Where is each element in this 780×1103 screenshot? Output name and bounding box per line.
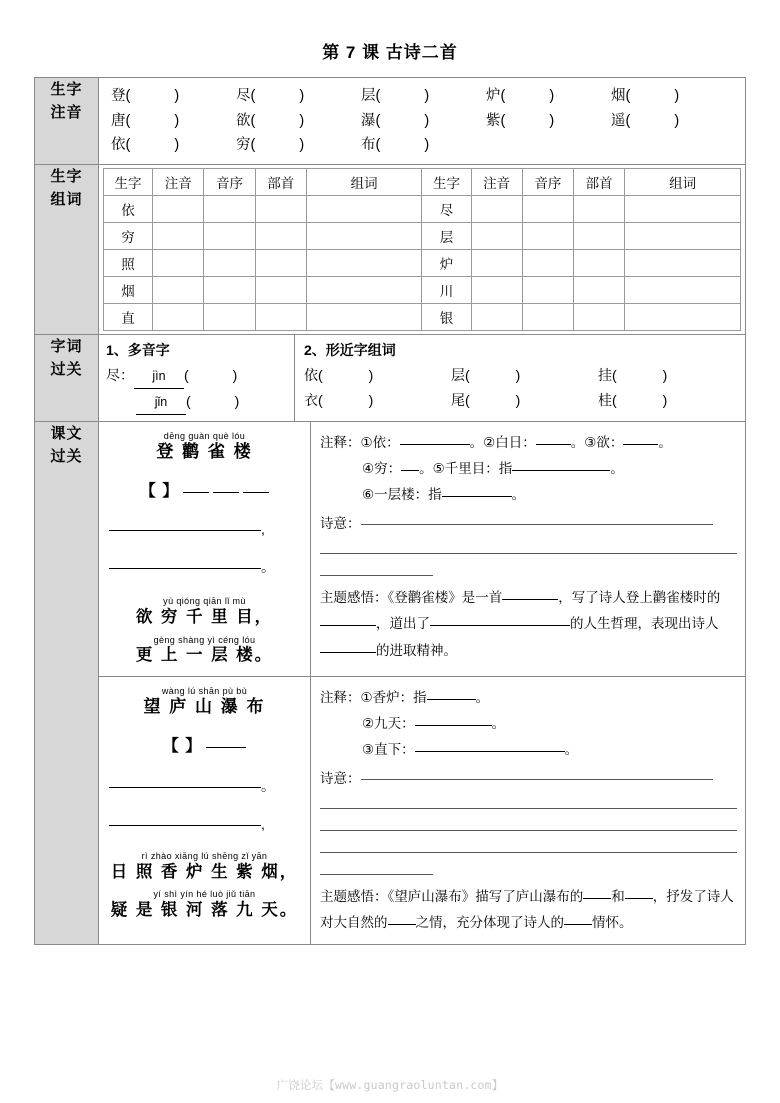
verse-pinyin: yù qióng qiān lǐ mù <box>163 596 246 607</box>
zuci-header-cell: 音序 <box>522 168 573 195</box>
duoyinzi-char: 尽： <box>106 366 134 383</box>
bracket-marks: 【 】 <box>162 738 203 756</box>
poem-cell-1 <box>99 421 746 676</box>
zuci-blank-cell[interactable] <box>625 222 741 249</box>
fill-blank[interactable] <box>427 699 476 700</box>
poem-wrap-1 <box>99 422 745 676</box>
poem-exercises-2 <box>311 677 745 945</box>
poem-author-bracket[interactable] <box>105 733 304 756</box>
zuci-char-cell: 层 <box>422 222 471 249</box>
author-blank[interactable] <box>183 492 209 493</box>
meaning-blank[interactable] <box>320 874 433 875</box>
poem-notes <box>320 430 737 509</box>
fill-blank[interactable] <box>400 444 470 445</box>
fill-blank[interactable] <box>415 751 565 752</box>
xingjinzi-char: 衣 <box>304 392 318 409</box>
poem-title <box>144 687 266 718</box>
poem-meaning-label: 诗意： <box>320 515 361 531</box>
section-label-kewen-line2: 过关 <box>50 448 83 465</box>
section-label-zhuyin-line1: 生字 <box>50 81 83 98</box>
zuci-header-cell: 组词 <box>625 168 741 195</box>
meaning-blank[interactable] <box>361 524 713 525</box>
poem-verse <box>111 852 299 882</box>
zhuyin-item: 尽( ) <box>236 88 305 104</box>
zuci-char-cell: 照 <box>104 249 153 276</box>
poem-meaning-label: 诗意： <box>320 770 361 786</box>
zuci-blank-cell[interactable] <box>522 303 573 330</box>
zuci-row <box>104 249 741 276</box>
zuci-blank-cell[interactable] <box>574 303 625 330</box>
section-label-zici <box>35 334 99 421</box>
zuci-char-cell: 依 <box>104 195 153 222</box>
verse-write-blank[interactable] <box>109 568 261 569</box>
zuci-blank-cell[interactable] <box>204 222 255 249</box>
section-label-zici-line1: 字词 <box>50 337 83 355</box>
zuci-header-cell: 生字 <box>422 168 471 195</box>
verse-pinyin: rì zhào xiāng lú shēng zǐ yān <box>141 851 268 862</box>
zuci-table-holder <box>99 165 745 334</box>
verse-punctuation: , <box>261 521 265 538</box>
zuci-header-cell: 音序 <box>204 168 255 195</box>
xingjinzi-char: 依 <box>304 366 318 383</box>
xingjinzi-row <box>304 363 745 389</box>
zhuyin-row <box>99 133 745 158</box>
meaning-blank[interactable] <box>320 852 737 853</box>
poem-exercises-1 <box>311 422 745 676</box>
xingjinzi-lines <box>304 363 745 415</box>
zuci-blank-cell[interactable] <box>153 249 204 276</box>
zuci-blank-cell[interactable] <box>255 303 306 330</box>
poem-theme: 主题感悟：《望庐山瀑布》描写了庐山瀑布的 和 ，抒发了诗人对大自然的 之情，充分体现了诗人的 情怀。 <box>320 888 734 930</box>
zuci-blank-cell[interactable] <box>204 195 255 222</box>
verse-pinyin: yí shì yín hé luò jiǔ tiān <box>153 889 256 900</box>
poem-text-1 <box>99 422 311 676</box>
poem-verse <box>136 636 273 666</box>
verse-hanzi: 疑 是 银 河 落 九 天。 <box>110 900 299 919</box>
verse-hanzi: 欲 穷 千 里 目， <box>135 607 274 626</box>
fill-blank[interactable] <box>623 444 658 445</box>
meaning-blank[interactable] <box>320 808 737 809</box>
poem-note-line: 注释：①依： 。②白日： 。③欲： 。 <box>320 434 672 450</box>
xingjinzi-char: 尾 <box>451 392 465 409</box>
meaning-blank[interactable] <box>361 779 713 780</box>
section-label-kewen <box>35 421 99 945</box>
zuci-blank-cell[interactable] <box>255 222 306 249</box>
watermark-site-name: 广饶论坛 <box>276 1080 324 1092</box>
poem-cell-2 <box>99 676 746 945</box>
duoyinzi-heading: 1、多音字 <box>106 341 170 358</box>
section-label-zuci-line1: 生字 <box>50 167 83 185</box>
zuci-blank-cell[interactable] <box>625 276 741 303</box>
meaning-blank[interactable] <box>320 830 737 831</box>
fill-blank[interactable] <box>625 898 653 899</box>
poem-wrap-2 <box>99 677 745 945</box>
xingjinzi-item: 层( ) <box>451 366 521 383</box>
duoyinzi-block <box>99 335 295 421</box>
zuci-blank-cell[interactable] <box>625 249 741 276</box>
zuci-row <box>104 222 741 249</box>
zhuyin-item: 瀑( ) <box>361 112 430 129</box>
zhuyin-row <box>99 109 745 134</box>
poem-note-line: ②九天： 。 <box>362 715 506 731</box>
duoyinzi-lines <box>106 363 294 415</box>
author-blank[interactable] <box>243 492 269 493</box>
author-blank[interactable] <box>206 747 246 748</box>
zuci-blank-cell[interactable] <box>522 195 573 222</box>
verse-write-blank[interactable] <box>109 787 261 788</box>
verse-write-blank[interactable] <box>109 530 261 531</box>
zuci-header-cell: 组词 <box>306 168 422 195</box>
zuci-blank-cell[interactable] <box>471 276 522 303</box>
zici-wrap <box>99 335 745 421</box>
zuci-blank-cell[interactable] <box>306 303 422 330</box>
zuci-blank-cell[interactable] <box>153 303 204 330</box>
xingjinzi-row <box>304 388 745 414</box>
verse-hanzi: 日 照 香 炉 生 紫 烟， <box>110 862 299 881</box>
zuci-char-cell: 烟 <box>104 276 153 303</box>
zuci-char-cell: 穷 <box>104 222 153 249</box>
zuci-blank-cell[interactable] <box>153 276 204 303</box>
section-label-zuci-line2: 组词 <box>50 190 83 208</box>
poem-title-hanzi: 登 鹳 雀 楼 <box>156 442 253 462</box>
poem-note-line: 注释：①香炉：指 。 <box>320 689 490 705</box>
poem-meaning-first-line <box>320 516 737 532</box>
fill-blank[interactable] <box>320 652 376 653</box>
zuci-header-cell: 注音 <box>471 168 522 195</box>
zuci-blank-cell[interactable] <box>522 276 573 303</box>
worksheet-table <box>34 77 746 945</box>
zuci-cell <box>99 164 746 334</box>
fill-blank[interactable] <box>536 444 571 445</box>
section-row-kewen-poem2 <box>35 676 746 945</box>
zuci-blank-cell[interactable] <box>471 195 522 222</box>
section-row-zici <box>35 334 746 421</box>
poem-title-pinyin: dēng guàn què lóu <box>163 430 246 441</box>
zhuyin-item: 烟( ) <box>611 88 680 104</box>
zhuyin-item: 欲( ) <box>236 112 305 129</box>
fill-blank[interactable] <box>442 496 512 497</box>
section-row-zhuyin <box>35 78 746 165</box>
meaning-blank[interactable] <box>320 553 737 554</box>
fill-blank[interactable] <box>564 924 592 925</box>
zuci-header-cell: 注音 <box>153 168 204 195</box>
zhuyin-item: 穷( ) <box>236 137 305 153</box>
xingjinzi-char: 层 <box>451 366 465 383</box>
fill-blank[interactable] <box>583 898 611 899</box>
zuci-blank-cell[interactable] <box>204 276 255 303</box>
xingjinzi-char: 挂 <box>598 366 612 383</box>
zuci-blank-cell[interactable] <box>471 222 522 249</box>
zuci-blank-cell[interactable] <box>255 249 306 276</box>
zici-cell <box>99 334 746 421</box>
zuci-char-cell: 尽 <box>422 195 471 222</box>
poem-title-hanzi: 望 庐 山 瀑 布 <box>143 697 266 716</box>
poem-author-bracket[interactable] <box>105 478 304 501</box>
zuci-blank-cell[interactable] <box>574 222 625 249</box>
poem-theme: 主题感悟：《登鹳雀楼》是一首 ，写了诗人登上鹳雀楼时的，道出了 的人生哲理，表现出诗人的进取精神。 <box>320 589 721 658</box>
zuci-blank-cell[interactable] <box>255 195 306 222</box>
poem-note-line: ⑥一层楼：指 。 <box>362 487 526 503</box>
poem-blank-verse[interactable] <box>105 557 304 577</box>
zuci-blank-cell[interactable] <box>625 195 741 222</box>
zuci-row <box>104 276 741 303</box>
duoyinzi-line: 尽： jìn ( ) <box>106 363 294 389</box>
section-label-zhuyin <box>35 78 99 165</box>
zhuyin-item: 布( ) <box>361 137 430 153</box>
zuci-blank-cell[interactable] <box>255 276 306 303</box>
verse-punctuation: , <box>261 816 265 833</box>
zuci-char-cell: 银 <box>422 303 471 330</box>
xingjinzi-heading: 2、形近字组词 <box>304 341 396 358</box>
poem-note-line: ④穷： 。⑤千里目：指 。 <box>362 461 624 477</box>
zuci-blank-cell[interactable] <box>204 249 255 276</box>
zuci-row <box>104 195 741 222</box>
zuci-header-row <box>104 168 741 195</box>
verse-hanzi: 更 上 一 层 楼。 <box>135 645 274 664</box>
zuci-blank-cell[interactable] <box>204 303 255 330</box>
xingjinzi-item: 衣( ) <box>304 392 374 409</box>
zuci-blank-cell[interactable] <box>574 195 625 222</box>
fill-blank[interactable] <box>430 625 570 626</box>
notes-label: 注释： <box>320 434 361 450</box>
zhuyin-body <box>99 78 745 164</box>
poem-title-pinyin: wàng lú shān pù bù <box>161 685 248 696</box>
zuci-blank-cell[interactable] <box>574 249 625 276</box>
zuci-row <box>104 303 741 330</box>
zhuyin-item: 依( ) <box>111 137 180 153</box>
zhuyin-item: 层( ) <box>361 88 430 104</box>
zhuyin-item: 登( ) <box>111 88 180 104</box>
zuci-blank-cell[interactable] <box>306 222 422 249</box>
zhuyin-item: 遥( ) <box>611 112 680 129</box>
watermark-url: 【www.guangraoluntan.com】 <box>323 1078 504 1092</box>
zuci-blank-cell[interactable] <box>153 222 204 249</box>
section-label-kewen-line1: 课文 <box>50 424 83 442</box>
zuci-blank-cell[interactable] <box>625 303 741 330</box>
fill-blank[interactable] <box>401 470 419 471</box>
zhuyin-cell <box>99 78 746 165</box>
poem-meaning-first-line <box>320 771 737 787</box>
zuci-blank-cell[interactable] <box>306 276 422 303</box>
xingjinzi-item: 桂( ) <box>598 392 668 409</box>
section-row-zuci <box>35 164 746 334</box>
fill-blank[interactable] <box>415 725 492 726</box>
xingjinzi-item: 挂( ) <box>598 366 668 383</box>
zuci-blank-cell[interactable] <box>522 249 573 276</box>
zuci-char-cell: 炉 <box>422 249 471 276</box>
poem-theme-label: 主题感悟： <box>320 888 388 904</box>
fill-blank[interactable] <box>502 599 558 600</box>
zuci-char-cell: 川 <box>422 276 471 303</box>
zuci-table <box>103 168 741 331</box>
xingjinzi-char: 桂 <box>598 392 612 409</box>
poem-text-2 <box>99 677 311 945</box>
zuci-blank-cell[interactable] <box>306 195 422 222</box>
verse-write-blank[interactable] <box>109 825 261 826</box>
poem-verse <box>111 890 299 920</box>
poem-blank-verse[interactable] <box>105 776 304 796</box>
duoyinzi-pinyin[interactable]: jìn <box>134 365 184 389</box>
zuci-header-cell: 部首 <box>574 168 625 195</box>
fill-blank[interactable] <box>388 924 416 925</box>
author-blank[interactable] <box>213 492 239 493</box>
zhuyin-item: 唐( ) <box>111 112 180 129</box>
xingjinzi-item: 尾( ) <box>451 392 521 409</box>
zuci-blank-cell[interactable] <box>574 276 625 303</box>
poem-title <box>156 432 252 463</box>
zhuyin-row <box>99 84 745 109</box>
footer-watermark <box>0 1077 780 1093</box>
poem-blank-verse[interactable] <box>105 521 304 537</box>
xingjinzi-item: 依( ) <box>304 366 374 383</box>
zuci-blank-cell[interactable] <box>471 303 522 330</box>
zhuyin-item: 炉( ) <box>486 88 555 104</box>
zuci-blank-cell[interactable] <box>306 249 422 276</box>
zhuyin-item: 紫( ) <box>486 112 555 129</box>
section-label-zhuyin-line2: 注音 <box>50 104 83 122</box>
notes-label: 注释： <box>320 689 361 705</box>
poem-meaning <box>320 771 737 875</box>
poem-meaning <box>320 516 737 576</box>
verse-punctuation: 。 <box>261 778 275 795</box>
poem-blank-verse[interactable] <box>105 816 304 832</box>
poem-note-line: ③直下： 。 <box>362 742 579 758</box>
zuci-char-cell: 直 <box>104 303 153 330</box>
section-row-kewen-poem1 <box>35 421 746 676</box>
zuci-header-cell: 生字 <box>104 168 153 195</box>
zuci-header-cell: 部首 <box>255 168 306 195</box>
fill-blank[interactable] <box>320 625 376 626</box>
section-label-zuci <box>35 164 99 334</box>
poem-theme-label: 主题感悟： <box>320 589 388 605</box>
poem-verse <box>136 597 273 627</box>
zuci-blank-cell[interactable] <box>522 222 573 249</box>
verse-pinyin: gèng shàng yì céng lóu <box>153 634 256 645</box>
meaning-blank[interactable] <box>320 575 433 576</box>
fill-blank[interactable] <box>512 470 610 471</box>
xingjinzi-block <box>295 335 745 421</box>
verse-punctuation: 。 <box>261 559 275 576</box>
zuci-blank-cell[interactable] <box>471 249 522 276</box>
zuci-blank-cell[interactable] <box>153 195 204 222</box>
bracket-marks: 【 】 <box>139 483 180 501</box>
duoyinzi-line: jǐn ( ) <box>106 389 294 415</box>
section-label-zici-line2: 过关 <box>50 360 83 378</box>
duoyinzi-pinyin[interactable]: jǐn <box>136 391 186 415</box>
poem-notes <box>320 685 737 764</box>
page-title: 第 7 课 古诗二首 <box>322 43 458 62</box>
